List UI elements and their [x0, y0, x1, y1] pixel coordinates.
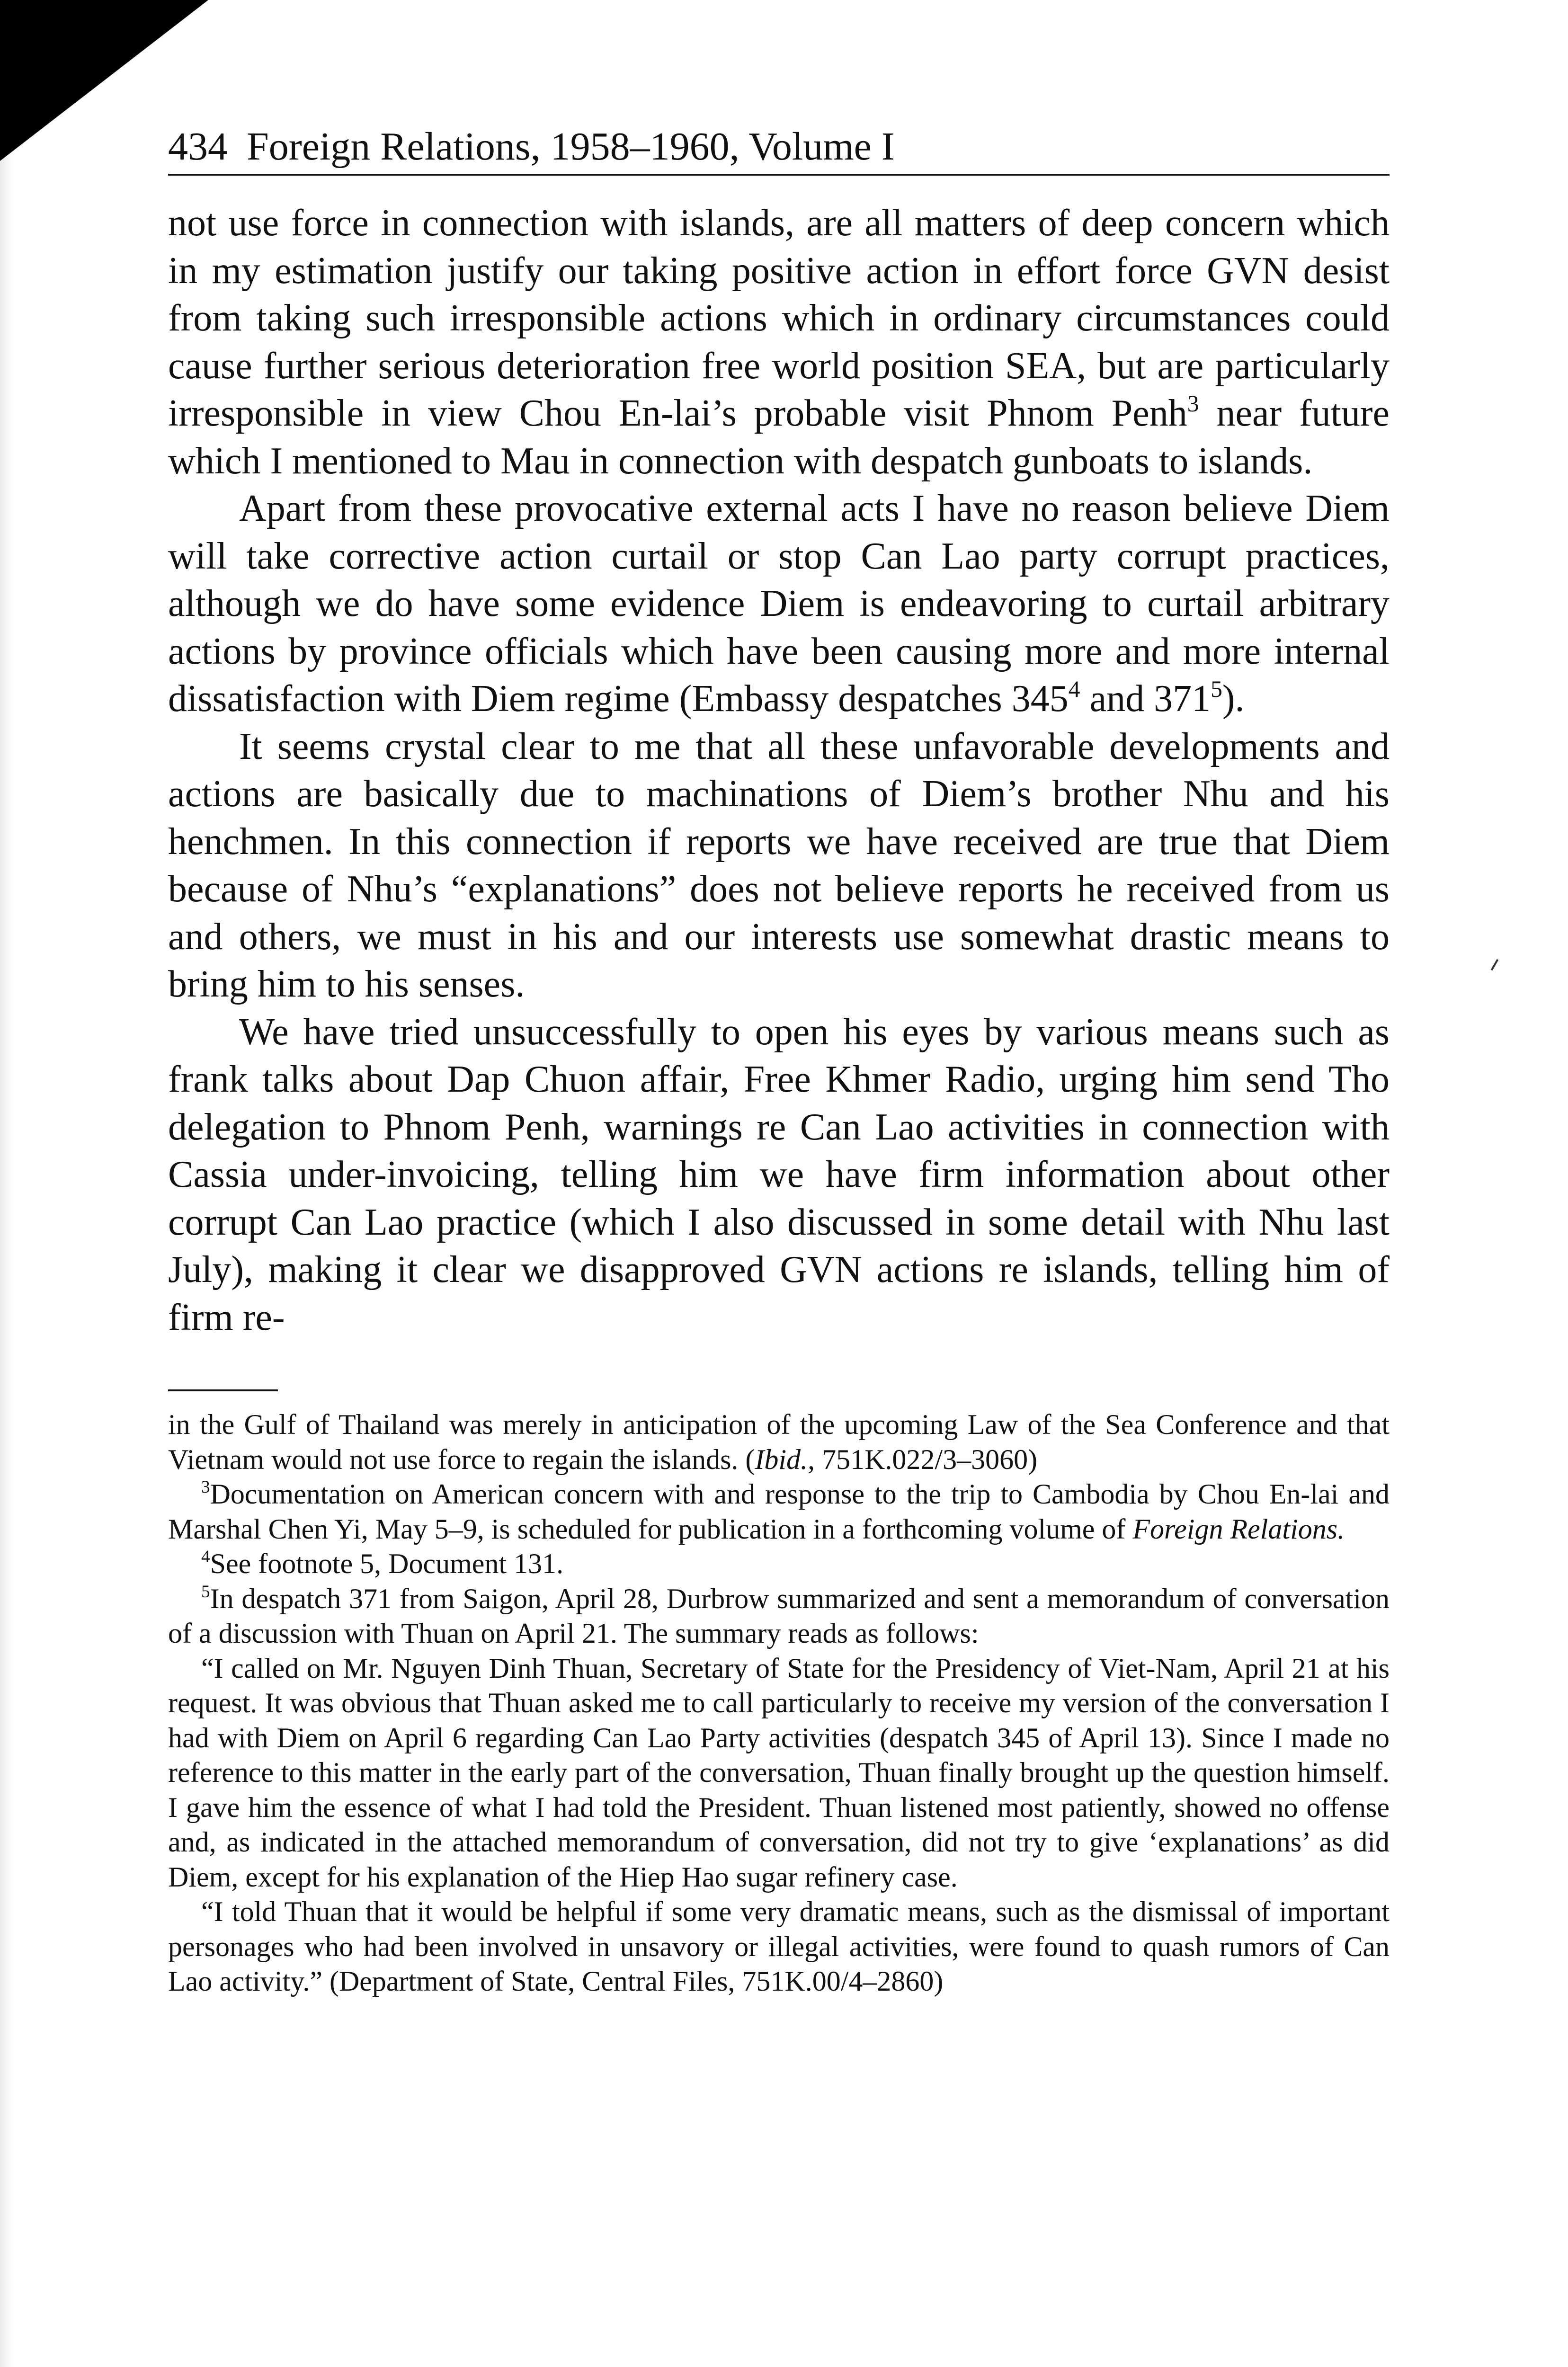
- footnote-5-text: In despatch 371 from Saigon, April 28, Durbrow summarized and sent a memorandum of conversation of a discussion with Thuan on April 21. The summary reads as follows:: [168, 1583, 1390, 1649]
- footnote-4-marker: 4: [201, 1547, 210, 1567]
- paragraph-4: We have tried unsuccessfully to open his eyes by various means such as frank talks about Dap Chuon affair, Free Khmer Radio, urging him send Tho delegation to Phnom Penh, warnings re Can Lao activities in connection with Cassia under-invoicing, telling him we have firm information about other corrupt Can Lao practice (which I also discussed in some detail with Nhu last July), making it clear we disapproved GVN actions re islands, telling him of firm re-: [168, 1011, 1390, 1338]
- footnote-ref-5: 5: [1211, 676, 1222, 702]
- footnote-4-text: See footnote 5, Document 131.: [210, 1548, 564, 1579]
- document-page: [168, 121, 1390, 1999]
- paragraph-2-mid: and 371: [1080, 678, 1211, 720]
- footnote-ref-4: 4: [1068, 676, 1080, 702]
- body-text: [168, 199, 1390, 1341]
- ibid-citation: Ibid.,: [755, 1443, 815, 1475]
- footnote-5-marker: 5: [201, 1582, 210, 1602]
- footnote-5: [168, 1582, 1390, 1651]
- paragraph-2: [168, 485, 1390, 723]
- footnote-5-quote-1: “I called on Mr. Nguyen Dinh Thuan, Secretary of State for the Presidency of Viet-Nam, April 21 at his request. It was obvious that Thuan asked me to call particularly to receive my version of the conversation I had with Diem on April 6 regarding Can Lao Party activities (despatch 345 of April 13). Since I made no reference to this matter in the early part of the conversation, Thuan finally brought up the question himself. I gave him the essence of what I had told the President. Thuan listened most patiently, showed no offense and, as indicated in the attached memorandum of conversation, did not try to give ‘explanations’ as did Diem, except for his explanation of the Hiep Hao sugar refinery case.: [168, 1652, 1390, 1893]
- footnote-3-italic: Foreign Relations.: [1132, 1513, 1345, 1545]
- paragraph-3: It seems crystal clear to me that all these unfavorable developments and actions are basically due to machinations of Diem’s brother Nhu and his henchmen. In this connection if reports we have received are true that Diem because of Nhu’s “explanations” does not believe reports he received from us and others, we must in his and our interests use somewhat drastic means to bring him to his senses.: [168, 725, 1390, 1005]
- footnote-continuation-end: 751K.022/3–3060): [815, 1443, 1038, 1475]
- paragraph-1-end: near future which I mentioned to Mau in connection with despatch gunboats to islands.: [168, 392, 1390, 482]
- paragraph-2-text: Apart from these provocative external acts I have no reason believe Diem will take corrective action curtail or stop Can Lao party corrupt practices, although we do have some evidence Diem is endeavoring to curtail arbitrary actions by province officials which have been causing more and more internal dissatisfaction with Diem regime (Embassy despatches 345: [168, 488, 1390, 720]
- footnote-3-text: Documentation on American concern with and response to the trip to Cambodia by Chou En-lai and Marshal Chen Yi, May 5–9, is scheduled for publication in a forthcoming volume of: [168, 1478, 1390, 1545]
- running-title: Foreign Relations, 1958–1960, Volume I: [247, 125, 895, 169]
- footnote-continuation-text: in the Gulf of Thailand was merely in anticipation of the upcoming Law of the Sea Conference and that Vietnam would not use force to regain the islands. (: [168, 1409, 1390, 1475]
- footnote-5-quote-2: “I told Thuan that it would be helpful if some very dramatic means, such as the dismissal of important personages who had been involved in unsavory or illegal activities, were found to quash rumors of Can Lao activity.” (Department of State, Central Files, 751K.00/4–2860): [168, 1896, 1390, 1997]
- footnotes: [168, 1407, 1390, 1999]
- footnote-ref-3: 3: [1187, 390, 1199, 417]
- footnote-3: [168, 1477, 1390, 1547]
- paragraph-2-end: ).: [1222, 678, 1245, 720]
- scan-edge-shadow: [0, 0, 14, 2367]
- running-head: [168, 121, 1390, 176]
- footnote-divider: [168, 1389, 278, 1391]
- page-number: 434: [168, 125, 228, 169]
- footnote-continuation: [168, 1407, 1390, 1477]
- footnote-4: [168, 1547, 1390, 1582]
- paragraph-1-text: not use force in connection with islands, are all matters of deep concern which in my estimation justify our taking positive action in effort force GVN desist from taking such irresponsible actions which in ordinary circumstances could cause further serious deterioration free world position SEA, but are particularly irresponsible in view Chou En-lai’s probable visit Phnom Penh: [168, 202, 1390, 434]
- paragraph-1: [168, 199, 1390, 485]
- footnote-3-marker: 3: [201, 1477, 210, 1497]
- margin-pencil-mark: [1491, 959, 1498, 971]
